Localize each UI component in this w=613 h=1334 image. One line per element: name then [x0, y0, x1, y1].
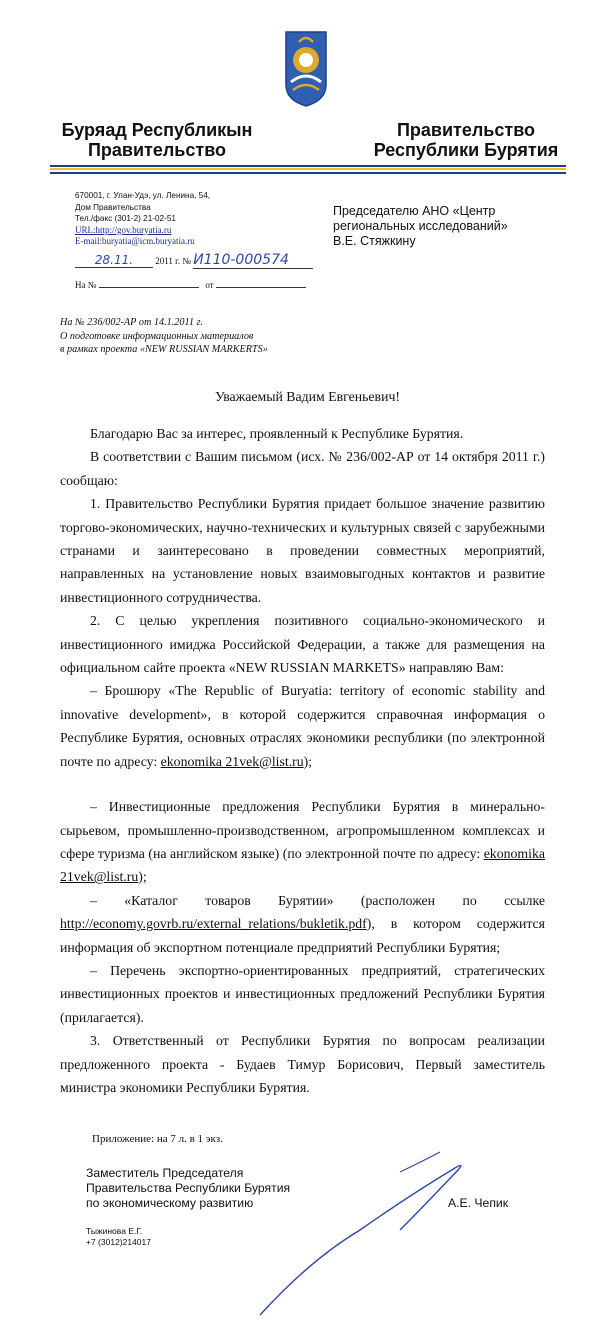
coat-of-arms-icon	[283, 30, 329, 108]
handwritten-number: И110-000574	[193, 252, 289, 268]
catalog-link[interactable]: http://economy.govrb.ru/external_relations/bukletik.pdf	[60, 916, 367, 932]
sender-address: 670001, г. Улан-Удэ, ул. Ленина, 54,	[75, 191, 211, 200]
header-russian-line2: Республики Бурятия	[373, 140, 559, 160]
header-buryat	[52, 120, 262, 160]
sender-block	[75, 190, 210, 248]
brochure-email-link[interactable]: ekonomika 21vek@list.ru	[160, 753, 304, 769]
sender-url-link[interactable]: URL:http://gov.buryatia.ru	[75, 224, 172, 235]
header-russian-line1: Правительство	[396, 120, 536, 140]
letter-body	[60, 422, 545, 1099]
appendix-note: Приложение: на 7 л. в 1 экз.	[92, 1133, 223, 1145]
sender-building: Дом Правительства	[75, 202, 151, 212]
handwritten-signature	[250, 1140, 500, 1320]
paragraph-list: – Перечень экспортно-ориентированных предприятий, стратегических инвестиционных проектов и инвестиционных предложений Республики Бурятия (прилагается).	[60, 962, 545, 1025]
sender-email-link[interactable]: E-mail:buryatia@icm.buryatia.ru	[75, 236, 195, 246]
ot-label: от	[205, 280, 214, 290]
paragraph-thanks: Благодарю Вас за интерес, проявленный к Республике Бурятия.	[90, 426, 464, 441]
investment-text: – Инвестиционные предложения Республики Бурятия в минерально-сырьевом, промышленно-производственном, агропромышленном комплексах и сфере туризма (на английском языке) (по электронной почте по адресу:	[60, 799, 545, 861]
brochure-text: – Брошюру «The Republic of Buryatia: territory of economic stability and innovative development», в которой содержится справочная информация о Республике Бурятия, основных отраслях экономики республики (по электронной почте по адресу:	[60, 683, 545, 769]
signatory-line1: Заместитель Председателя	[86, 1166, 244, 1180]
paragraph-point-3: 3. Ответственный от Республики Бурятия по вопросам реализации предложенного проекта - Будаев Тимур Борисович, Первый заместитель министра экономики Республики Бурятия.	[60, 1033, 545, 1095]
header-buryat-line1: Буряад Республикын	[61, 120, 253, 140]
addressee-name: В.Е. Стяжкину	[333, 234, 416, 248]
outgoing-date-line	[75, 252, 313, 269]
na-label: На №	[75, 280, 97, 290]
paragraph-point-2: 2. С целью укрепления позитивного социально-экономического и инвестиционного имиджа Российской Федерации, а также для размещения на официальном сайте проекта «NEW RUSSIAN MARKETS» направляю Вам:	[60, 613, 545, 676]
signatory-name: А.Е. Чепик	[448, 1196, 509, 1210]
investment-end: );	[138, 869, 147, 885]
date-suffix: 2011 г. №	[155, 256, 191, 266]
catalog-end: ), в котором содержится информация об экспортном потенциале предприятий Республики Бурятия;	[60, 916, 545, 955]
reference-line3: в рамках проекта «NEW RUSSIAN MARKERTS»	[60, 344, 268, 355]
reference-line1: На № 236/002-АР от 14.1.2011 г.	[60, 317, 203, 328]
paragraph-point-1: 1. Правительство Республики Бурятия придает большое значение развитию торгово-экономических, научно-технических и культурных связей с зарубежными странами и заинтересовано в проведении совместных мероприятий, направленных на установление новых взаимовыгодных контактов и развитие инвестиционного сотрудничества.	[60, 496, 545, 605]
executor-name: Тыжинова Е.Г.	[86, 1226, 143, 1236]
reply-to-line	[75, 280, 306, 290]
sender-phone: Тел./факс (301-2) 21-02-51	[75, 214, 176, 223]
catalog-text: – «Каталог товаров Бурятии» (расположен по ссылке	[90, 892, 545, 908]
reference-block	[60, 316, 268, 357]
addressee-block	[333, 204, 508, 249]
signatory-line3: по экономическому развитию	[86, 1196, 254, 1210]
executor-block	[86, 1226, 151, 1248]
handwritten-date: 28.11.	[94, 253, 134, 267]
addressee-line1: Председателю АНО «Центр	[333, 204, 496, 218]
brochure-end: );	[303, 753, 313, 769]
investment-email-link[interactable]: ekonomika 21vek@list.ru	[60, 845, 545, 885]
header-divider-stripes	[50, 165, 566, 175]
header-russian	[366, 120, 566, 160]
reference-line2: О подготовке информационных материалов	[60, 330, 254, 342]
addressee-line2: региональных исследований»	[333, 219, 508, 233]
header-buryat-line2: Правительство	[87, 140, 227, 160]
paragraph-investment	[60, 795, 545, 889]
paragraph-intro: В соответствии с Вашим письмом (исх. № 236/002-АР от 14 октября 2011 г.) сообщаю:	[60, 449, 545, 488]
salutation: Уважаемый Вадим Евгеньевич!	[215, 389, 400, 404]
paragraph-catalog	[60, 889, 545, 959]
executor-phone: +7 (3012)214017	[86, 1237, 151, 1247]
paragraph-brochure	[60, 679, 545, 773]
signatory-line2: Правительства Республики Бурятия	[86, 1181, 291, 1195]
